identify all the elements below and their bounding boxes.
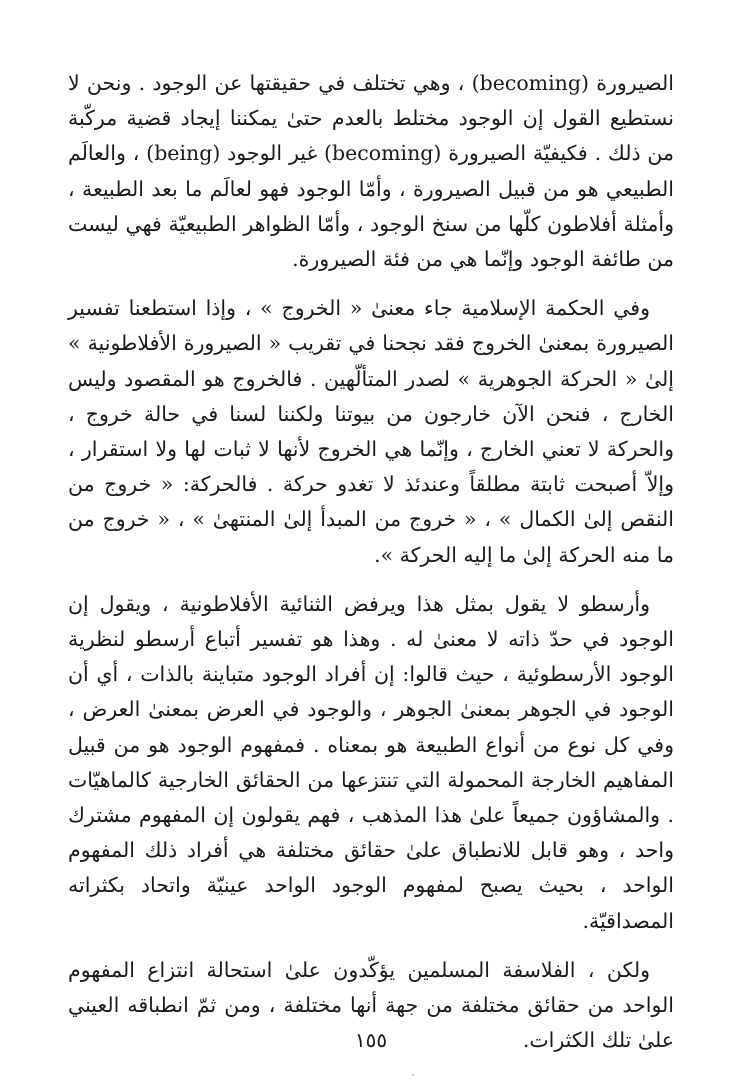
paragraph-aristotle: وأرسطو لا يقول بمثل هذا ويرفض الثنائية الأفلاطونية ، ويقول إن الوجود في حدّ ذاته لا معنىٰ له . وهذا هو تفسير أتباع أرسطو لنظرية الوجود الأرسطوئية ، حيث قالوا: إن أفراد الوجود متباينة بالذات ، أي أن الوجود في الجوهر بمعنىٰ الجوهر ، والوجود في العرض بمعنىٰ العرض ، وفي كل نوع من أنواع الطبيعة هو بمعناه . فمفهوم الوجود هو من قبيل المفاهيم الخارجة المحمولة التي تنتزعها من الحقائق الخارجية كالماهيّات . والمشاؤون جميعاً علىٰ هذا المذهب ، فهم يقولون إن المفهوم مشترك واحد ، وهو قابل للانطباق علىٰ حقائق مختلفة هي أفراد ذلك المفهوم الواحد ، بحيث يصبح لمفهوم الوجود الواحد عينيّة واتحاد بكثراته المصداقيّة.: [68, 591, 674, 933]
page-number: ١٥٥: [354, 1028, 388, 1052]
paragraph-muslim-philosophers: ولكن ، الفلاسفة المسلمين يؤكّدون علىٰ استحالة انتزاع المفهوم الواحد من حقائق مختلفة من جهة أنها مختلفة ، ومن ثمّ انطباقه العيني علىٰ تلك الكثرات.: [68, 957, 674, 1053]
scan-artifact-dot: [412, 1074, 414, 1076]
paragraph-islamic-philosophy: وفي الحكمة الإسلامية جاء معنىٰ « الخروج » ، وإذا استطعنا تفسير الصيرورة بمعنىٰ الخروج فقد نجحنا في تقريب « الصيرورة الأفلاطونية » إلىٰ « الحركة الجوهرية » لصدر المتألّهين . فالخروج هو المقصود وليس الخارج ، فنحن الآن خارجون من بيوتنا ولكننا لسنا في حالة خروج ، والحركة لا تعني الخارج ، وإنّما هي الخروج لأنها لا ثبات لها ولا استقرار ، وإلاّ أصبحت ثابتة مطلقاً وعندئذ لا تغدو حركة . فالحركة: « خروج من النقص إلىٰ الكمال » ، « خروج من المبدأ إلىٰ المنتهىٰ » ، « خروج من ما منه الحركة إلىٰ ما إليه الحركة ».: [68, 296, 674, 567]
body-text: [68, 66, 674, 1072]
paragraph-becoming: الصيرورة (becoming) ، وهي تختلف في حقيقتها عن الوجود . ونحن لا نستطيع القول إن الوجود مختلط بالعدم حتىٰ يمكننا إيجاد قضية مركّبة من ذلك . فكيفيّة الصيرورة (becoming) غير الوجود (being) ، والعالَم الطبيعي هو من قبيل الصيرورة ، وأمّا الوجود فهو لعالَم ما بعد الطبيعة ، وأمثلة أفلاطون كلّها من سنخ الوجود ، وأمّا الظواهر الطبيعيّة فهي ليست من طائفة الوجود وإنّما هي من فئة الصيرورة.: [68, 71, 675, 272]
